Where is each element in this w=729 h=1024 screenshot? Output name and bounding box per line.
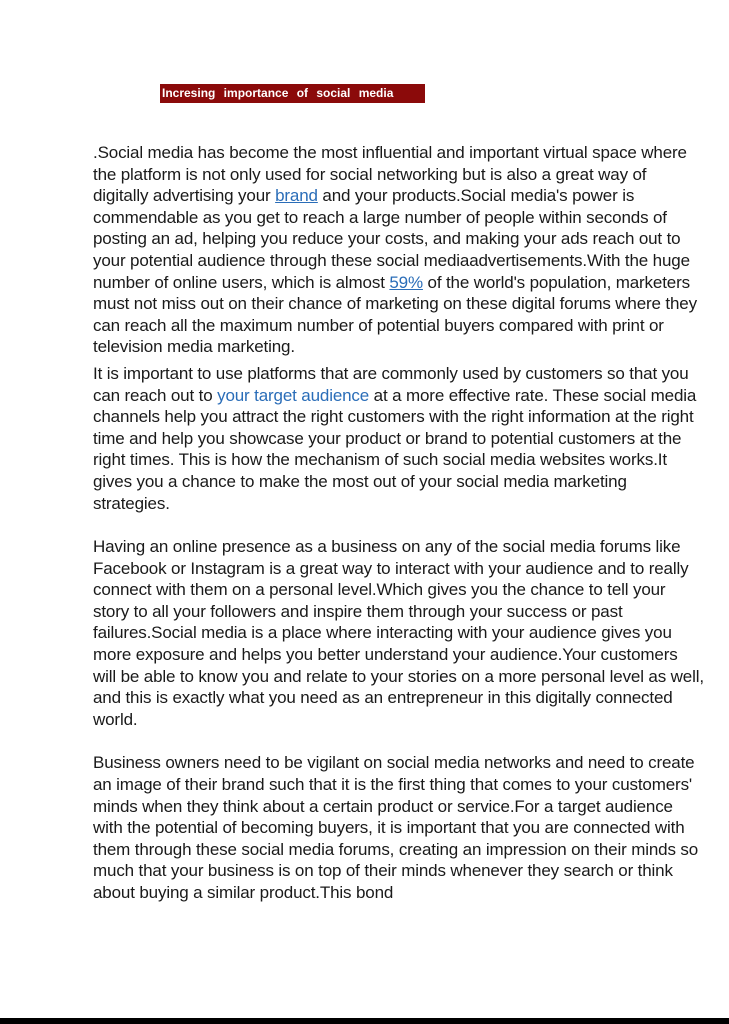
bottom-edge-bar: [0, 1018, 729, 1024]
paragraph-spacer: [93, 730, 705, 752]
paragraph-text: It is important to use platforms that are commonly used by customers so that you can reach out to: [93, 363, 689, 405]
paragraph-text: .Social media has become the most influential and important virtual space where the platform is not only used for social networking but is also a great way of digitally advertising your: [93, 143, 687, 206]
paragraph-4: [93, 752, 705, 903]
target-audience-link[interactable]: your target audience: [217, 385, 370, 405]
percentage-link[interactable]: 59%: [389, 272, 423, 292]
document-body: [93, 142, 705, 904]
paragraph-text: Business owners need to be vigilant on social media networks and need to create an image of their brand such that it is the first thing that comes to your customers' minds when they think about a certain product or service.For a target audience with the potential of becoming buyers, it is important that you are connected with them through these social media forums, creating an impression on their minds so much that your business is on top of their minds whenever they search or think about buying a similar product.This bond: [93, 753, 699, 902]
paragraph-3: [93, 536, 705, 730]
paragraph-text: and your products.Social media's power is commendable as you get to reach a large number of people within seconds of posting an ad, helping you reduce your costs, and making your ads reach out to your potential audience through these social mediaadvertisements.With the huge number of online users, which is almost: [93, 186, 690, 292]
paragraph-text: of the world's population, marketers must not miss out on their chance of marketing on these digital forums where they can reach all the maximum number of potential buyers compared with print or television media marketing.: [93, 272, 697, 357]
paragraph-2: [93, 363, 705, 514]
brand-link[interactable]: brand: [275, 186, 318, 206]
paragraph-text: at a more effective rate. These social media channels help you attract the right customers with the right information at the right time and help you showcase your product or brand to potential customers at the right times. This is how the mechanism of such social media websites works.It gives you a chance to make the most out of your social media marketing strategies.: [93, 385, 697, 513]
paragraph-1: [93, 142, 705, 358]
document-title: Incresing importance of social media: [160, 84, 425, 103]
paragraph-text: Having an online presence as a business on any of the social media forums like Facebook or Instagram is a great way to interact with your audience and to really connect with them on a personal level.Which gives you the chance to tell your story to all your followers and inspire them through your success or past failures.Social media is a place where interacting with your audience gives you more exposure and helps you better understand your audience.Your customers will be able to know you and relate to your stories on a more personal level as well, and this is exactly what you need as an entrepreneur in this digitally connected world.: [93, 537, 704, 729]
paragraph-spacer: [93, 514, 705, 536]
